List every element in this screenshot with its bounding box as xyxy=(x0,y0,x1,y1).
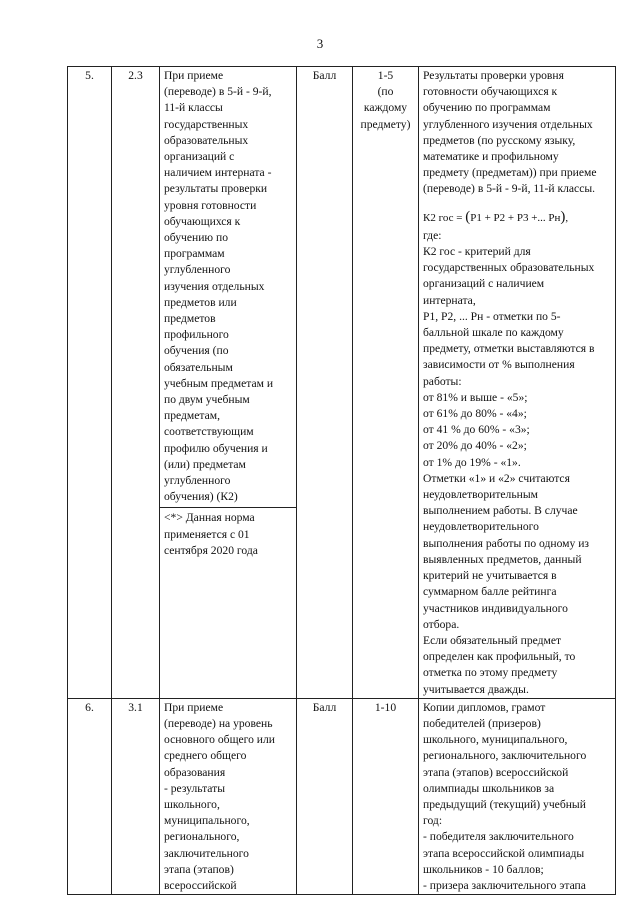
description-text: Результаты проверки уровня готовности обучающихся к обучению по программам углубленного изучения отдельных предметов (по русскому языку, математике и профильному предмету (предметам)) при приеме (переводе) в 5-й - 9-й, 11-й классы. xyxy=(423,69,597,196)
criterion-code-cell xyxy=(112,698,160,894)
description-cell xyxy=(419,67,616,699)
row-number: 6. xyxy=(85,700,94,714)
row-number-cell xyxy=(68,698,112,894)
formula-lhs: К2 гос xyxy=(423,211,454,224)
footnote-text: <*> Данная норма применяется с 01 сентября 2020 года xyxy=(164,511,258,557)
range-cell: 1-5 (по каждому предмету) xyxy=(353,67,419,699)
table-row-5 xyxy=(68,67,616,699)
criterion-code: 2.3 xyxy=(128,69,143,82)
row-number-cell xyxy=(68,67,112,699)
criterion-cell xyxy=(160,67,297,699)
description-text: Копии дипломов, грамот победителей (призеров) школьного, муниципального, регионального, заключительного этапа (этапов) всероссийской олимпиады школьников за предыдущий (текущий) учебный год: - победителя заключительного этапа всероссийской олимпиады школьников - 10 баллов; - призера заключительного этапа xyxy=(423,700,587,892)
table-row-6 xyxy=(68,698,616,894)
formula-body: Р1 + Р2 + Р3 +... Рн xyxy=(470,211,561,224)
range-value: 1-5 xyxy=(377,69,394,82)
criteria-table xyxy=(67,66,616,895)
unit-label: Балл xyxy=(312,700,337,714)
criterion-text: При приеме (переводе) в 5-й - 9-й, 11-й классы государственных образовательных организаций с наличием интерната - результаты проверки уровня готовности обучающихся к обучению по программам углубленного изучения отдельных предметов или предметов профильного обучения (по обязательным учебным предметам и по двум учебным предметам, соответствующим профилю обучения и (или) предметам углубленного обучения) (К2) xyxy=(164,69,274,504)
description-details: где: К2 гос - критерий для государственных образовательных организаций с наличием интерната, Р1, Р2, ... Рн - отметки по 5- балльной шкале по каждому предмету, отметки выставляются в зависимости от % выполнения работы: от 81% и выше - «5»; от 61% до 80% - «4»; от 41 % до 60% - «3»; от 20% до 40% - «2»; от 1% до 19% - «1». Отметки «1» и «2» считаются неудовлетворительным выполнением работы. В случае неудовлетворительного выполнения работы по одному из выявленных предметов, данный критерий не учитывается в суммарном балле рейтинга участников индивидуального отбора. Если обязательный предмет определен как профильный, то отметка по этому предмету учитывается дважды. xyxy=(423,228,595,696)
note-divider xyxy=(160,507,296,508)
row-number: 5. xyxy=(85,69,94,82)
criterion-code-cell xyxy=(112,67,160,699)
unit-cell xyxy=(297,67,353,699)
description-cell xyxy=(419,698,616,894)
formula: К2 гос = (Р1 + Р2 + Р3 +... Рн), xyxy=(423,208,569,225)
page-number: 3 xyxy=(316,36,324,51)
criterion-text: При приеме (переводе) на уровень основного общего или среднего общего образования - результаты школьного, муниципального, регионального, заключительного этапа (этапов) всероссийской xyxy=(164,700,275,892)
criterion-code: 3.1 xyxy=(128,700,143,714)
range-cell xyxy=(353,698,419,894)
criterion-cell xyxy=(160,698,297,894)
unit-cell xyxy=(297,698,353,894)
unit-label: Балл xyxy=(312,69,337,82)
range-value: 1-10 xyxy=(374,700,397,714)
